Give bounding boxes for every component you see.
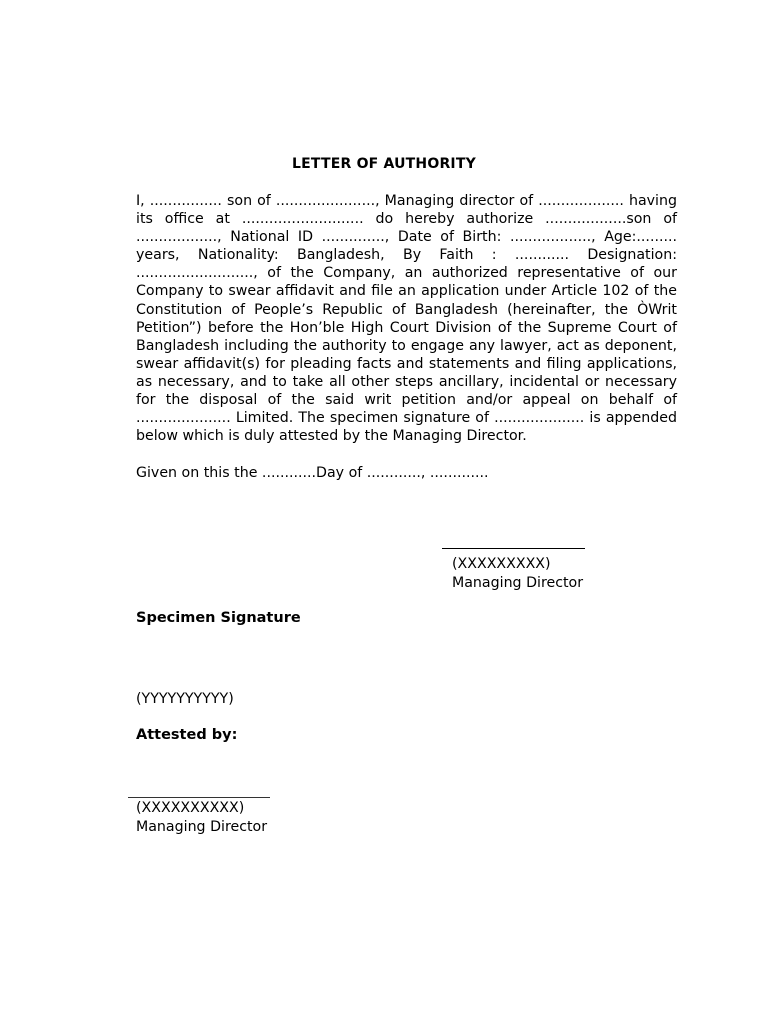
attester-name: (XXXXXXXXXX) xyxy=(136,800,245,816)
document-title: LETTER OF AUTHORITY xyxy=(292,156,476,172)
specimen-name: (YYYYYYYYYY) xyxy=(136,691,234,707)
attested-by-heading: Attested by: xyxy=(136,727,238,743)
signatory-role: Managing Director xyxy=(452,575,584,591)
given-date-line: Given on this the ............Day of ............, ............. xyxy=(136,465,489,481)
authority-paragraph: I, ................ son of ......................, Managing director of ................... having its office at ........................... do hereby authorize ..................son of .................., National ID .............., Date of Birth: .................., Age:......... years, Nationality: Bangladesh, By Faith : ............ Designation: .........................., of the Company, an authorized representative of our Company to swear affidavit and file an application under Article 102 of the Constitution of People’s Republic of Bangladesh (hereinafter, the ÒWrit Petition”) before the Hon’ble High Court Division of the Supreme Court of Bangladesh including the authority to engage any lawyer, act as deponent, swear affidavit(s) for pleading facts and statements and filing applications, as necessary, and to take all other steps ancillary, incidental or necessary for the disposal of the said writ petition and/or appeal on behalf of ..................... Limited. The specimen signature of .................... is appended below which is duly attested by the Managing Director. xyxy=(136,193,677,445)
attester-signature-line xyxy=(128,797,270,798)
signatory-signature-line xyxy=(442,548,585,549)
signatory-name: (XXXXXXXXX) xyxy=(452,556,551,572)
attester-role: Managing Director xyxy=(136,819,268,835)
specimen-signature-heading: Specimen Signature xyxy=(136,610,301,626)
